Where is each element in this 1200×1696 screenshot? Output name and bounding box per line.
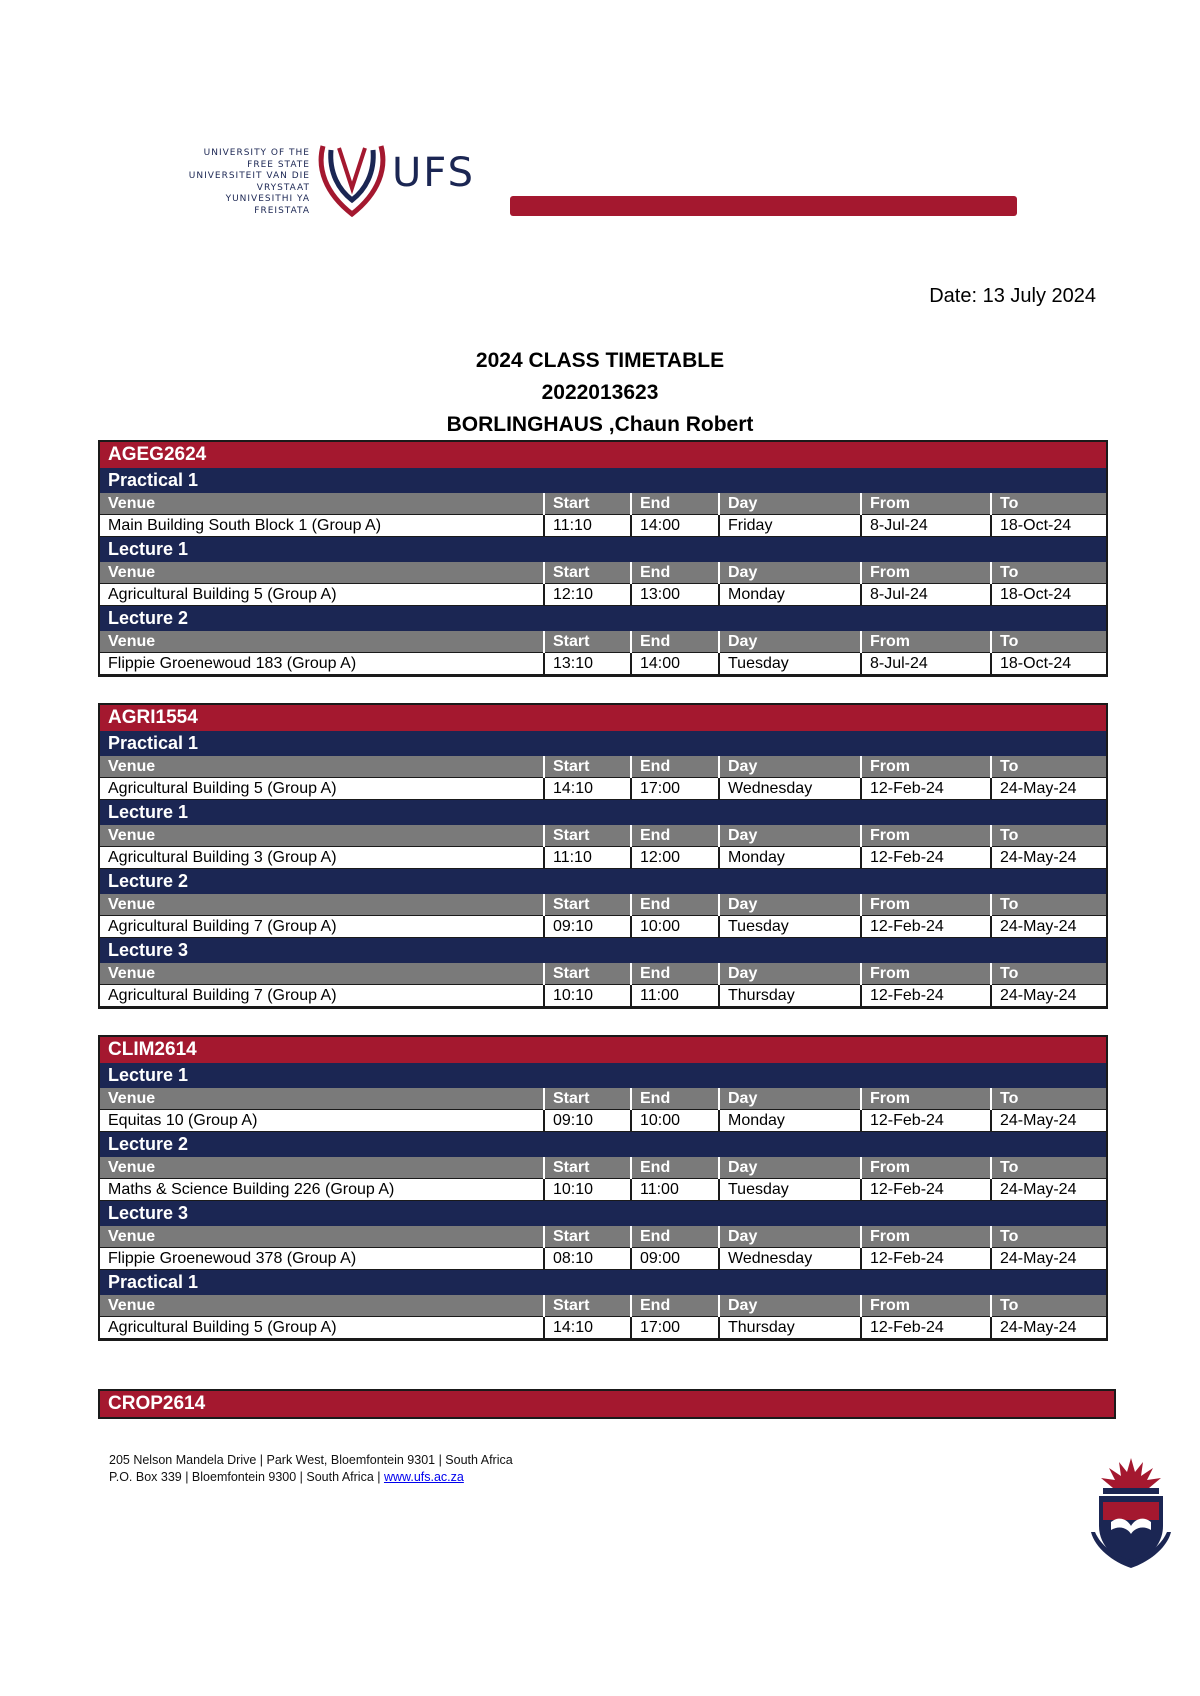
cell-from: 12-Feb-24 (861, 1110, 991, 1132)
cell-to: 18-Oct-24 (991, 653, 1106, 675)
cell-start: 09:10 (544, 1110, 631, 1132)
university-crest-icon (1083, 1452, 1179, 1572)
course-header: AGRI1554 (100, 705, 1106, 731)
column-header-day: Day (719, 1157, 861, 1179)
column-header-end: End (631, 963, 719, 985)
cell-end: 13:00 (631, 584, 719, 606)
column-header-row (100, 756, 1106, 778)
column-header-day: Day (719, 493, 861, 515)
table-row (100, 985, 1106, 1007)
column-header-row (100, 493, 1106, 515)
session-table (100, 562, 1106, 606)
logo-line: UNIVERSITEIT VAN DIE (188, 171, 310, 181)
cell-end: 14:00 (631, 515, 719, 537)
column-header-day: Day (719, 963, 861, 985)
column-header-row (100, 1088, 1106, 1110)
cell-start: 08:10 (544, 1248, 631, 1270)
cell-day: Thursday (719, 1317, 861, 1339)
column-header-row (100, 825, 1106, 847)
column-header-from: From (861, 1226, 991, 1248)
cell-to: 18-Oct-24 (991, 584, 1106, 606)
logo-line: UNIVERSITY OF THE (203, 148, 310, 158)
column-header-row (100, 963, 1106, 985)
column-header-from: From (861, 1295, 991, 1317)
column-header-venue: Venue (100, 562, 544, 584)
cell-end: 14:00 (631, 653, 719, 675)
session-table (100, 825, 1106, 869)
column-header-to: To (991, 562, 1106, 584)
cell-from: 12-Feb-24 (861, 1179, 991, 1201)
column-header-from: From (861, 562, 991, 584)
cell-start: 14:10 (544, 778, 631, 800)
column-header-to: To (991, 1088, 1106, 1110)
course-header: CROP2614 (98, 1389, 1116, 1419)
cell-from: 12-Feb-24 (861, 1248, 991, 1270)
cell-venue: Main Building South Block 1 (Group A) (100, 515, 544, 537)
class-session-header: Lecture 1 (100, 800, 1106, 825)
cell-venue: Agricultural Building 7 (Group A) (100, 916, 544, 938)
column-header-from: From (861, 894, 991, 916)
cell-venue: Agricultural Building 5 (Group A) (100, 584, 544, 606)
cell-from: 12-Feb-24 (861, 916, 991, 938)
cell-start: 14:10 (544, 1317, 631, 1339)
website-link[interactable]: www.ufs.ac.za (383, 1470, 464, 1484)
cell-from: 8-Jul-24 (861, 515, 991, 537)
column-header-end: End (631, 493, 719, 515)
column-header-end: End (631, 1157, 719, 1179)
column-header-venue: Venue (100, 631, 544, 653)
column-header-to: To (991, 894, 1106, 916)
cell-from: 12-Feb-24 (861, 985, 991, 1007)
cell-day: Tuesday (719, 916, 861, 938)
cell-venue: Flippie Groenewoud 183 (Group A) (100, 653, 544, 675)
session-table (100, 756, 1106, 800)
column-header-venue: Venue (100, 493, 544, 515)
cell-to: 24-May-24 (991, 778, 1106, 800)
cell-venue: Flippie Groenewoud 378 (Group A) (100, 1248, 544, 1270)
table-row (100, 916, 1106, 938)
cell-start: 11:10 (544, 515, 631, 537)
column-header-start: Start (544, 631, 631, 653)
session-table (100, 1226, 1106, 1270)
column-header-end: End (631, 894, 719, 916)
cell-from: 8-Jul-24 (861, 653, 991, 675)
column-header-day: Day (719, 631, 861, 653)
column-header-start: Start (544, 756, 631, 778)
session-table (100, 1088, 1106, 1132)
class-session-header: Lecture 3 (100, 938, 1106, 963)
cell-start: 10:10 (544, 1179, 631, 1201)
column-header-venue: Venue (100, 894, 544, 916)
cell-end: 09:00 (631, 1248, 719, 1270)
logo-line: FREISTATA (254, 205, 310, 216)
table-row (100, 778, 1106, 800)
column-header-to: To (991, 756, 1106, 778)
class-session-header: Practical 1 (100, 1270, 1106, 1295)
header-red-bar (510, 196, 1017, 216)
column-header-end: End (631, 562, 719, 584)
column-header-venue: Venue (100, 825, 544, 847)
cell-day: Monday (719, 584, 861, 606)
column-header-start: Start (544, 1157, 631, 1179)
table-row (100, 1317, 1106, 1339)
column-header-venue: Venue (100, 1088, 544, 1110)
column-header-day: Day (719, 894, 861, 916)
cell-to: 24-May-24 (991, 1179, 1106, 1201)
cell-to: 18-Oct-24 (991, 515, 1106, 537)
footer-address-line: 205 Nelson Mandela Drive | Park West, Bloemfontein 9301 | South Africa (109, 1453, 513, 1467)
column-header-start: Start (544, 1088, 631, 1110)
column-header-row (100, 631, 1106, 653)
column-header-row (100, 562, 1106, 584)
cell-day: Monday (719, 1110, 861, 1132)
logo-line: FREE STATE (247, 159, 310, 170)
session-table (100, 493, 1106, 537)
column-header-venue: Venue (100, 756, 544, 778)
column-header-end: End (631, 825, 719, 847)
cell-day: Thursday (719, 985, 861, 1007)
column-header-to: To (991, 1295, 1106, 1317)
column-header-start: Start (544, 1226, 631, 1248)
column-header-start: Start (544, 963, 631, 985)
column-header-row (100, 1295, 1106, 1317)
cell-end: 11:00 (631, 985, 719, 1007)
cell-end: 17:00 (631, 1317, 719, 1339)
class-session-header: Lecture 2 (100, 869, 1106, 894)
column-header-row (100, 1157, 1106, 1179)
cell-end: 17:00 (631, 778, 719, 800)
cell-from: 8-Jul-24 (861, 584, 991, 606)
column-header-end: End (631, 1295, 719, 1317)
document-date: Date: 13 July 2024 (929, 285, 1096, 307)
ufs-emblem-icon (315, 138, 390, 218)
column-header-day: Day (719, 562, 861, 584)
cell-day: Tuesday (719, 1179, 861, 1201)
cell-from: 12-Feb-24 (861, 847, 991, 869)
class-session-header: Lecture 1 (100, 537, 1106, 562)
column-header-from: From (861, 963, 991, 985)
course-list (98, 440, 1108, 1367)
class-session-header: Practical 1 (100, 468, 1106, 493)
cell-day: Wednesday (719, 1248, 861, 1270)
column-header-start: Start (544, 493, 631, 515)
course-header: AGEG2624 (100, 442, 1106, 468)
cell-to: 24-May-24 (991, 847, 1106, 869)
column-header-venue: Venue (100, 1157, 544, 1179)
course-header: CLIM2614 (100, 1037, 1106, 1063)
class-session-header: Lecture 2 (100, 606, 1106, 631)
column-header-from: From (861, 1157, 991, 1179)
session-table (100, 963, 1106, 1007)
class-session-header: Lecture 3 (100, 1201, 1106, 1226)
column-header-row (100, 1226, 1106, 1248)
column-header-end: End (631, 756, 719, 778)
cell-day: Friday (719, 515, 861, 537)
column-header-end: End (631, 631, 719, 653)
footer (109, 1452, 513, 1486)
page-title: 2024 CLASS TIMETABLE (475, 349, 725, 372)
cell-venue: Agricultural Building 7 (Group A) (100, 985, 544, 1007)
cell-start: 09:10 (544, 916, 631, 938)
logo-line: VRYSTAAT (256, 182, 310, 193)
column-header-venue: Venue (100, 1295, 544, 1317)
cell-end: 10:00 (631, 916, 719, 938)
university-name-logo (160, 148, 310, 217)
column-header-day: Day (719, 1295, 861, 1317)
table-row (100, 847, 1106, 869)
cell-venue: Maths & Science Building 226 (Group A) (100, 1179, 544, 1201)
column-header-to: To (991, 493, 1106, 515)
cell-end: 11:00 (631, 1179, 719, 1201)
column-header-day: Day (719, 756, 861, 778)
column-header-start: Start (544, 1295, 631, 1317)
cell-day: Wednesday (719, 778, 861, 800)
cell-end: 12:00 (631, 847, 719, 869)
table-row (100, 515, 1106, 537)
column-header-venue: Venue (100, 1226, 544, 1248)
cell-venue: Agricultural Building 3 (Group A) (100, 847, 544, 869)
cell-to: 24-May-24 (991, 1110, 1106, 1132)
column-header-to: To (991, 963, 1106, 985)
course-block (98, 703, 1108, 1009)
table-row (100, 584, 1106, 606)
logo-line: YUNIVESITHI YA (225, 194, 310, 204)
session-table (100, 631, 1106, 675)
cell-to: 24-May-24 (991, 985, 1106, 1007)
column-header-from: From (861, 825, 991, 847)
table-row (100, 653, 1106, 675)
session-table (100, 1157, 1106, 1201)
cell-venue: Agricultural Building 5 (Group A) (100, 1317, 544, 1339)
title-block (0, 345, 1200, 441)
column-header-to: To (991, 1157, 1106, 1179)
table-row (100, 1179, 1106, 1201)
class-session-header: Practical 1 (100, 731, 1106, 756)
session-table (100, 894, 1106, 938)
cell-to: 24-May-24 (991, 1317, 1106, 1339)
cell-to: 24-May-24 (991, 1248, 1106, 1270)
course-block (98, 440, 1108, 677)
table-row (100, 1110, 1106, 1132)
cell-to: 24-May-24 (991, 916, 1106, 938)
column-header-from: From (861, 493, 991, 515)
column-header-end: End (631, 1226, 719, 1248)
cell-start: 12:10 (544, 584, 631, 606)
column-header-to: To (991, 1226, 1106, 1248)
column-header-start: Start (544, 562, 631, 584)
cell-day: Tuesday (719, 653, 861, 675)
column-header-row (100, 894, 1106, 916)
cell-start: 11:10 (544, 847, 631, 869)
cell-day: Monday (719, 847, 861, 869)
footer-postal-line (109, 1469, 513, 1486)
course-block (98, 1035, 1108, 1341)
session-table (100, 1295, 1106, 1339)
column-header-day: Day (719, 825, 861, 847)
column-header-from: From (861, 756, 991, 778)
column-header-from: From (861, 1088, 991, 1110)
column-header-day: Day (719, 1088, 861, 1110)
column-header-day: Day (719, 1226, 861, 1248)
column-header-to: To (991, 631, 1106, 653)
cell-venue: Equitas 10 (Group A) (100, 1110, 544, 1132)
footer-postal-text: P.O. Box 339 | Bloemfontein 9300 | South Africa | (109, 1470, 384, 1484)
cell-start: 13:10 (544, 653, 631, 675)
column-header-from: From (861, 631, 991, 653)
column-header-start: Start (544, 894, 631, 916)
student-name: BORLINGHAUS ,Chaun Robert (446, 413, 754, 436)
class-session-header: Lecture 1 (100, 1063, 1106, 1088)
column-header-to: To (991, 825, 1106, 847)
column-header-end: End (631, 1088, 719, 1110)
cell-from: 12-Feb-24 (861, 1317, 991, 1339)
cell-start: 10:10 (544, 985, 631, 1007)
student-number: 2022013623 (541, 381, 659, 404)
column-header-start: Start (544, 825, 631, 847)
class-session-header: Lecture 2 (100, 1132, 1106, 1157)
cell-from: 12-Feb-24 (861, 778, 991, 800)
cell-end: 10:00 (631, 1110, 719, 1132)
ufs-logo-text: UFS (392, 150, 475, 196)
column-header-venue: Venue (100, 963, 544, 985)
table-row (100, 1248, 1106, 1270)
cell-venue: Agricultural Building 5 (Group A) (100, 778, 544, 800)
